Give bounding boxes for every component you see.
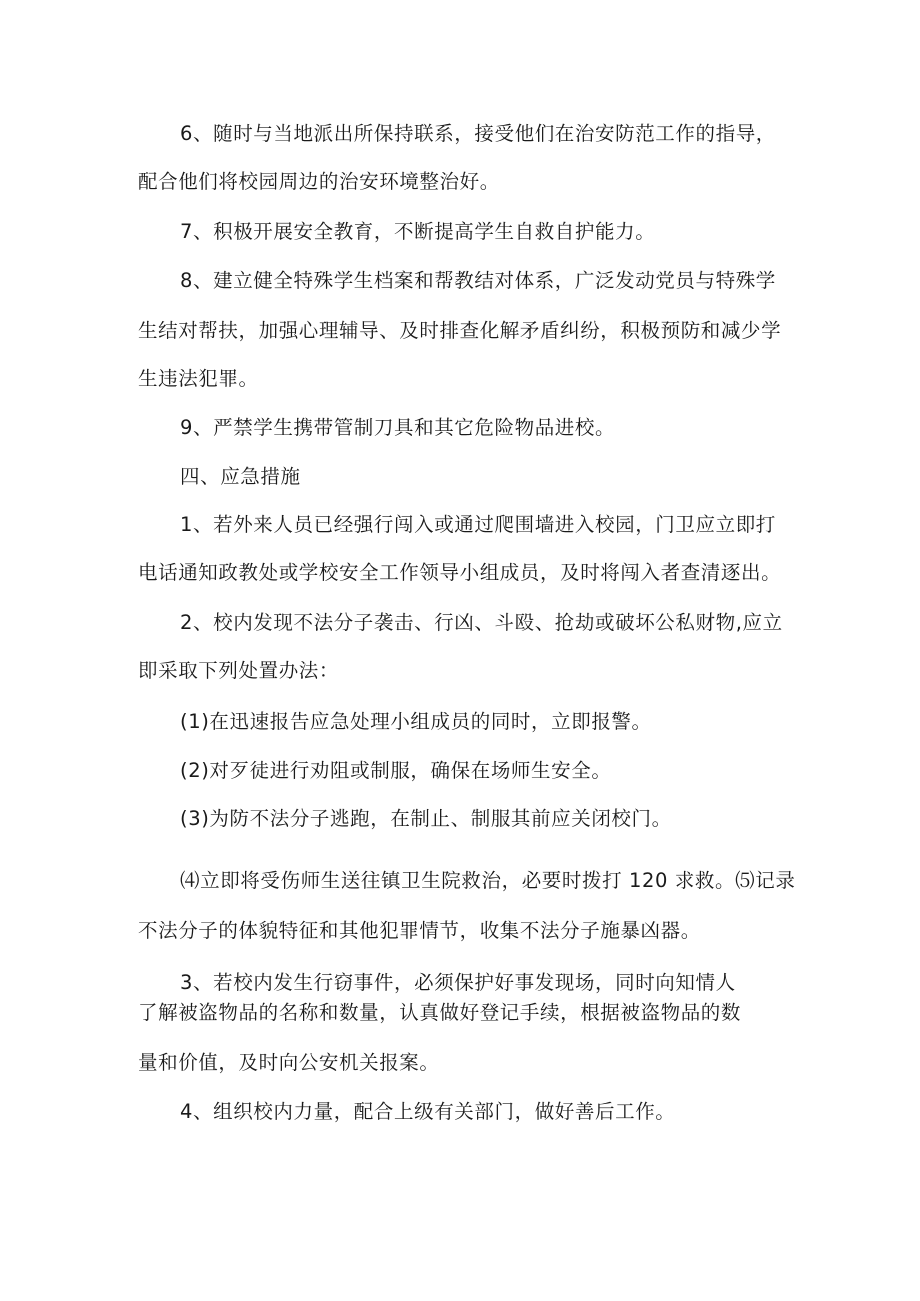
text-line: 4、组织校内力量，配合上级有关部门，做好善后工作。 [180,1100,676,1123]
text-line: 2、校内发现不法分子袭击、行凶、斗殴、抢劫或破坏公私财物,应立 [180,611,783,634]
text-line: 7、积极开展安全教育，不断提高学生自救自护能力。 [180,220,656,243]
text-line: 1、若外来人员已经强行闯入或通过爬围墙进入校园，门卫应立即打 [180,513,776,536]
section-heading: 四、应急措施 [180,465,301,488]
text-line: 3、若校内发生行窃事件，必须保护好事发现场，同时向知情人 [180,971,736,994]
text-line: 9、严禁学生携带管制刀具和其它危险物品进校。 [180,416,616,439]
text-line: 电话通知政教处或学校安全工作领导小组成员，及时将闯入者查清逐出。 [138,561,782,584]
list-item: (3)为防不法分子逃跑，在制止、制服其前应关闭校门。 [180,807,672,830]
text-line: 配合他们将校园周边的治安环境整治好。 [138,170,500,193]
text-line: 生结对帮扶，加强心理辅导、及时排查化解矛盾纠纷，积极预防和减少学 [138,319,782,342]
list-item: ⑷立即将受伤师生送往镇卫生院救治，必要时拨打 120 求救。⑸记录 [180,869,796,892]
text-line: 生违法犯罪。 [138,367,259,390]
list-item: (1)在迅速报告应急处理小组成员的同时，立即报警。 [180,710,652,733]
text-line: 了解被盗物品的名称和数量，认真做好登记手续，根据被盗物品的数 [138,1001,742,1024]
text-line: 即采取下列处置办法： [138,659,340,682]
text-line: 量和价值，及时向公安机关报案。 [138,1051,440,1074]
text-line: 6、随时与当地派出所保持联系，接受他们在治安防范工作的指导， [180,122,776,145]
text-line: 不法分子的体貌特征和其他犯罪情节，收集不法分子施暴凶器。 [138,919,701,942]
list-item: (2)对歹徒进行劝阻或制服，确保在场师生安全。 [180,759,612,782]
text-line: 8、建立健全特殊学生档案和帮教结对体系，广泛发动党员与特殊学 [180,269,776,292]
